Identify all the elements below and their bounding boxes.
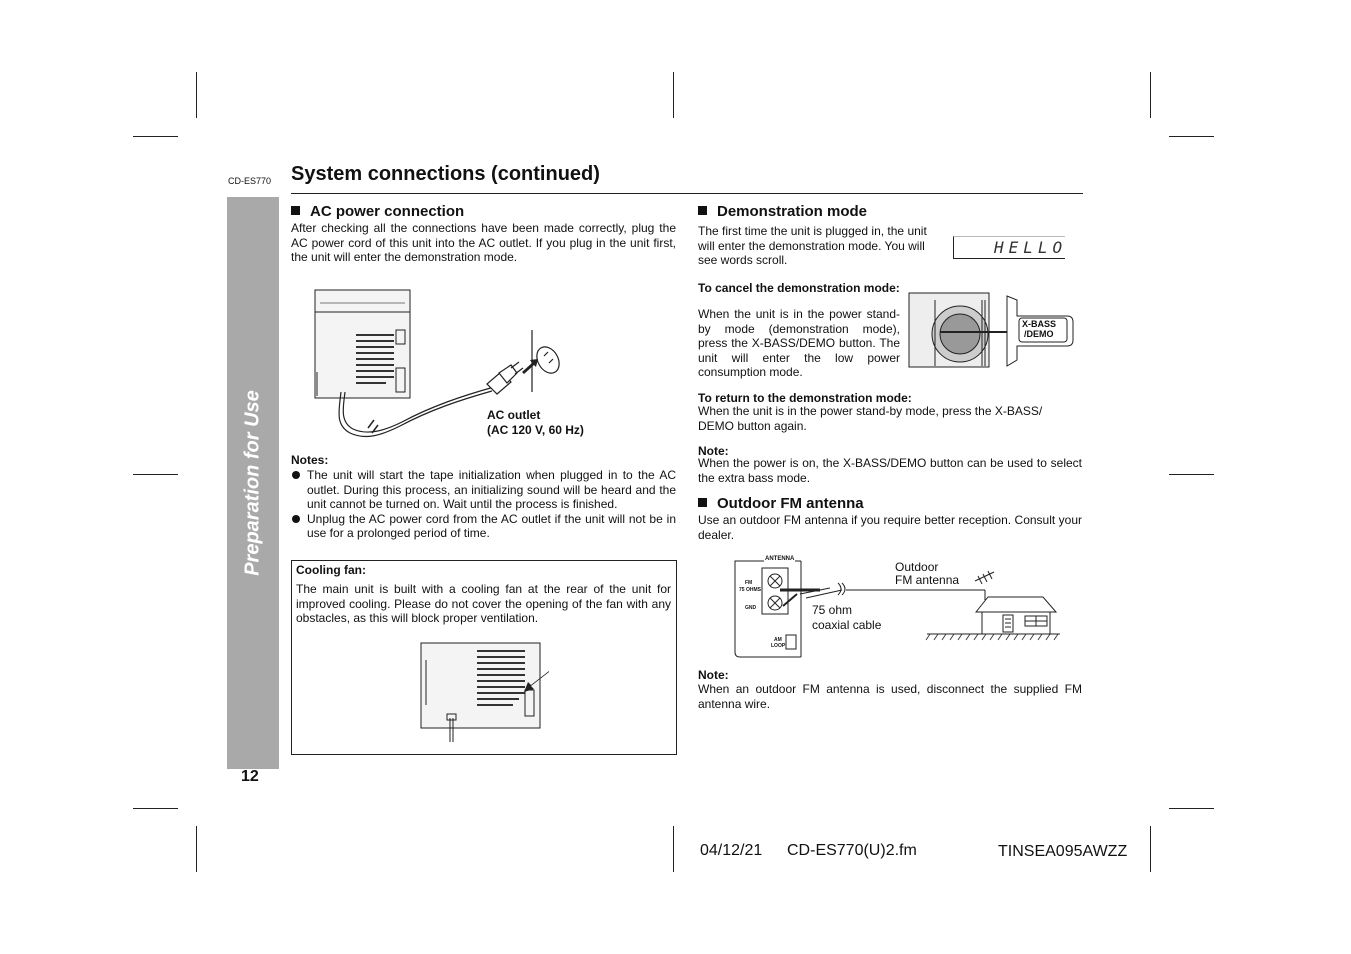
cable-ohm-label: 75 ohm: [812, 603, 853, 617]
footer-code: TINSEA095AWZZ: [998, 843, 1128, 860]
ac-outlet-label: AC outlet: [487, 408, 541, 422]
page-title: System connections (continued): [291, 163, 600, 185]
model-code: CD-ES770: [228, 176, 272, 186]
cooling-fan-title: Cooling fan:: [296, 563, 366, 577]
page-number: 12: [241, 768, 259, 785]
return-title: To return to the demonstration mode:: [698, 391, 912, 405]
gnd-label: GND: [745, 605, 757, 611]
fm-note-body: When an outdoor FM antenna is used, disconnect the supplied FM antenna wire.: [698, 682, 1082, 711]
fm-antenna-body: Use an outdoor FM antenna if you require better reception. Consult your dealer.: [698, 513, 1082, 542]
fm-antenna-label: FM antenna: [895, 573, 960, 587]
side-tab-label: Preparation for Use: [241, 390, 264, 576]
notes-title: Notes:: [291, 453, 329, 467]
display-text: HELLO: [994, 238, 1068, 257]
return-body: When the unit is in the power stand-by mode, press the X-BASS/ DEMO button again.: [698, 404, 1043, 433]
outdoor-label: Outdoor: [895, 560, 939, 574]
list-item: The unit will start the tape initialization when plugged in to the AC outlet. During this process, an initializing sound will be heard and the unit cannot be turned on. Wait until the process is finished.: [291, 468, 676, 512]
am-loop-label: LOOP: [771, 643, 786, 649]
ac-power-heading: AC power connection: [291, 203, 464, 220]
footer-file: CD-ES770(U)2.fm: [787, 842, 917, 859]
cooling-fan-body: The main unit is built with a cooling fan at the rear of the unit for improved cooling. Please do not cover the opening of the fan with any obstacles, as this will block proper ventilation.: [296, 582, 671, 625]
xbass-label-1: X-BASS: [1022, 319, 1057, 329]
ac-outlet-spec: (AC 120 V, 60 Hz): [487, 423, 584, 437]
fm-antenna-heading: Outdoor FM antenna: [698, 495, 864, 512]
list-item: Unplug the AC power cord from the AC outlet if the unit will not be in use for a prolonged period of time.: [291, 512, 676, 541]
demo-mode-body: The first time the unit is plugged in, the unit will enter the demonstration mode. You will see words scroll.: [698, 224, 927, 267]
demo-mode-heading: Demonstration mode: [698, 203, 867, 220]
xbass-label-2: /DEMO: [1024, 329, 1054, 339]
am-label: AM: [774, 637, 782, 643]
footer-date: 04/12/21: [700, 842, 763, 859]
fm-terminal-label: FM: [745, 580, 753, 586]
fm-ohms-label: 75 OHMS: [739, 587, 761, 593]
antenna-panel-label: ANTENNA: [765, 556, 795, 562]
cable-type-label: coaxial cable: [812, 618, 882, 632]
ac-power-body: After checking all the connections have been made correctly, plug the AC power cord of this unit into the AC outlet. If you plug in the unit first, the unit will enter the demonstration mode.: [291, 221, 676, 264]
demo-note-title: Note:: [698, 444, 729, 458]
cancel-title: To cancel the demonstration mode:: [698, 281, 900, 295]
cancel-body: When the unit is in the power stand-by mode (demonstration mode), press the X-BASS/DEMO button. The unit will enter the low power consumption mode.: [698, 307, 900, 379]
fm-note-title: Note:: [698, 668, 729, 682]
demo-note-body: When the power is on, the X-BASS/DEMO button can be used to select the extra bass mode.: [698, 456, 1082, 485]
